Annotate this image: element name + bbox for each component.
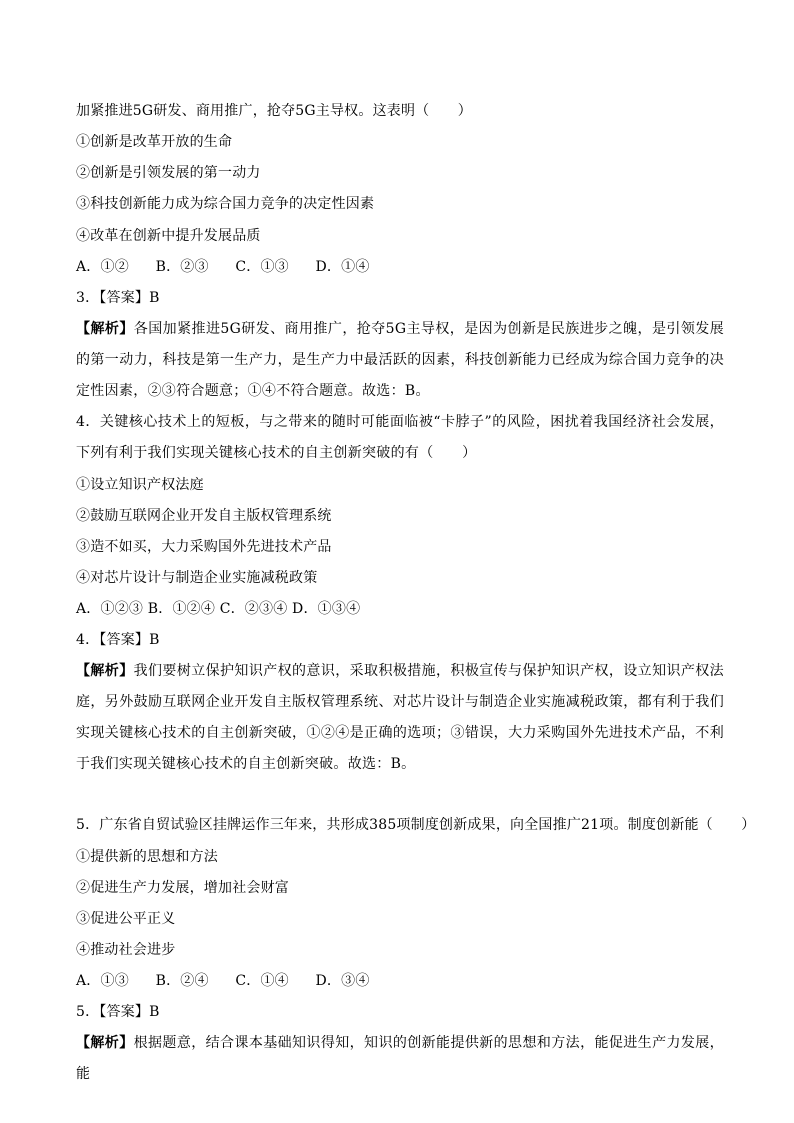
answer-3-label: 3．【答案】B bbox=[76, 290, 160, 306]
question-5-item-3: ③促进公平正义 bbox=[76, 911, 176, 927]
question-2-item-3: ③科技创新能力成为综合国力竞争的决定性因素 bbox=[76, 196, 375, 212]
answer-4-analysis bbox=[76, 656, 724, 780]
analysis-text: 根据题意，结合课本基础知识得知，知识的创新能提供新的思想和方法，能促进生产力发展，能 bbox=[76, 1035, 724, 1082]
option-d: D．①④ bbox=[315, 259, 370, 275]
option-c: C．①④ bbox=[235, 973, 289, 989]
question-5-item-4: ④推动社会进步 bbox=[76, 942, 176, 958]
analysis-tag: 【解析】 bbox=[76, 663, 134, 679]
answer-5-analysis bbox=[76, 1028, 724, 1090]
question-5-item-2: ②促进生产力发展，增加社会财富 bbox=[76, 880, 289, 896]
analysis-text: 各国加紧推进5G研发、商用推广，抢夺5G主导权，是因为创新是民族进步之魄，是引领发展的第一动力，科技是第一生产力，是生产力中最活跃的因素，科技创新能力已经成为综合国力竞争的决定性因素，②③符合题意；①④不符合题意。故选：B。 bbox=[76, 321, 725, 399]
option-a: A．①③ bbox=[76, 973, 129, 989]
question-2-options bbox=[76, 257, 724, 277]
option-b: B．②③ bbox=[155, 259, 209, 275]
question-2-stem: 加紧推进5G研发、商用推广，抢夺5G主导权。这表明（ ） bbox=[76, 103, 472, 119]
question-2-item-2: ②创新是引领发展的第一动力 bbox=[76, 165, 261, 181]
question-4-options: A．①②③ B．①②④ C．②③④ D．①③④ bbox=[76, 601, 361, 617]
question-4-item-2: ②鼓励互联网企业开发自主版权管理系统 bbox=[76, 508, 332, 524]
question-4-item-1: ①设立知识产权法庭 bbox=[76, 477, 204, 493]
option-a: A．①② bbox=[76, 259, 129, 275]
question-5-item-1: ①提供新的思想和方法 bbox=[76, 849, 218, 865]
answer-4-label: 4．【答案】B bbox=[76, 632, 160, 648]
answer-5-label: 5．【答案】B bbox=[76, 1004, 160, 1020]
option-c: C．①③ bbox=[235, 259, 289, 275]
question-2-item-1: ①创新是改革开放的生命 bbox=[76, 134, 233, 150]
question-2-item-4: ④改革在创新中提升发展品质 bbox=[76, 228, 261, 244]
option-b: B．②④ bbox=[155, 973, 209, 989]
analysis-tag: 【解析】 bbox=[76, 321, 134, 337]
question-5-stem: 5．广东省自贸试验区挂牌运作三年来，共形成385项制度创新成果，向全国推广21项。制度创新能（ ） bbox=[76, 817, 756, 833]
analysis-tag: 【解析】 bbox=[76, 1035, 134, 1051]
answer-3-analysis bbox=[76, 314, 724, 407]
option-d: D．③④ bbox=[315, 973, 370, 989]
question-5-options bbox=[76, 971, 724, 991]
question-4-item-3: ③造不如买，大力采购国外先进技术产品 bbox=[76, 539, 332, 555]
analysis-text: 我们要树立保护知识产权的意识，采取积极措施，积极宣传与保护知识产权，设立知识产权法庭，另外鼓励互联网企业开发自主版权管理系统、对芯片设计与制造企业实施减税政策，都有利于我们实现关键核心技术的自主创新突破，①②④是正确的选项；③错误，大力采购国外先进技术产品，不利于我们实现关键核心技术的自主创新突破。故选：B。 bbox=[76, 663, 724, 772]
question-4-item-4: ④对芯片设计与制造企业实施减税政策 bbox=[76, 570, 318, 586]
question-4-stem: 4．关键核心技术上的短板，与之带来的随时可能面临被“卡脖子”的风险，困扰着我国经济社会发展，下列有利于我们实现关键核心技术的自主创新突破的有（ ） bbox=[76, 414, 724, 461]
